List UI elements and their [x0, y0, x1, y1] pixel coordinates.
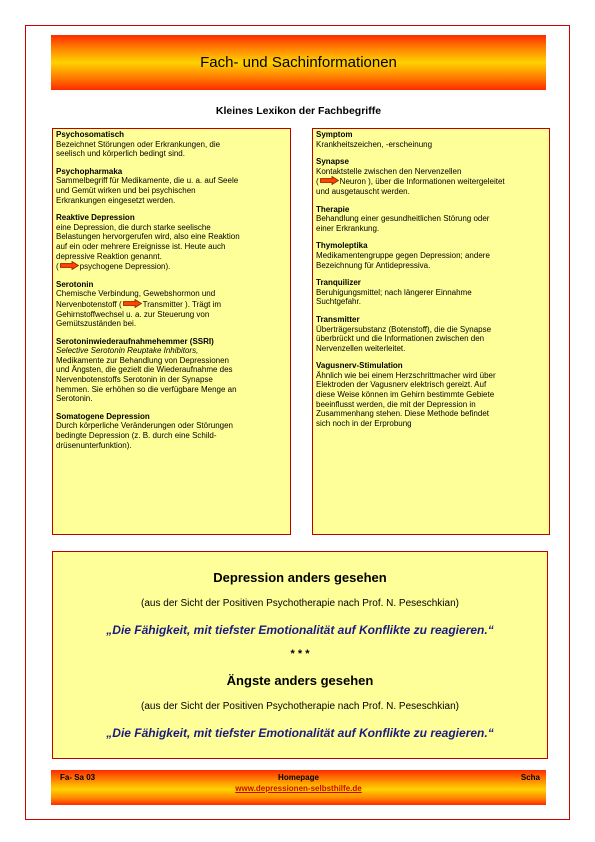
definition-line: und ausgetauscht werden. [316, 186, 410, 196]
lexicon-entry [316, 130, 546, 149]
lexicon-definition [316, 167, 546, 197]
lexicon-entry [56, 213, 287, 272]
definition-line: Belastungen hervorgerufen wird, also eine Reaktion [56, 232, 240, 242]
definition-line: Sammelbegriff für Medikamente, die u. a. auf Seele [56, 176, 239, 186]
arrow-right-icon [60, 261, 79, 270]
page-title: Fach- und Sachinformationen [200, 54, 397, 71]
lexicon-entry [316, 241, 546, 270]
quote-source-depression: (aus der Sicht der Positiven Psychotherapie nach Prof. N. Peseschkian) [141, 598, 459, 609]
lexicon-definition [316, 288, 546, 307]
definition-line: Bezeichnung für Antidepressiva. [316, 260, 431, 270]
lexicon-term: Psychopharmaka [56, 166, 123, 176]
lexicon-definition [56, 421, 287, 450]
quote-box [52, 551, 548, 759]
lexicon-entry [316, 157, 546, 196]
lexicon-right-column [312, 128, 550, 535]
definition-line: Kontaktstelle zwischen den Nervenzellen [316, 166, 462, 176]
definition-line: drüsenunterfunktion). [56, 440, 132, 450]
footer-bar [51, 770, 546, 805]
definition-line: Serotonin. [56, 394, 93, 404]
definition-line: Nervenbotenstoffs Serotonin in der Synapse [56, 375, 213, 385]
definition-text: Nervenbotenstoff ( [56, 299, 122, 309]
definition-line: seelisch und körperlich bedingt sind. [56, 149, 185, 159]
lexicon-term: Somatogene Depression [56, 411, 150, 421]
header-bar [51, 35, 546, 90]
lexicon-definition [56, 223, 287, 272]
definition-line: Selective Serotonin Reuptake Inhibitors, [56, 346, 199, 356]
lexicon-definition [316, 214, 546, 233]
definition-reference [56, 261, 287, 272]
lexicon-entry [56, 167, 287, 205]
footer-code: Fa- Sa 03 [60, 773, 96, 782]
definition-line: Gemütszuständen bei. [56, 319, 137, 329]
quote-separator: * * * [290, 648, 310, 660]
definition-text: Neuron ), über die Informationen weitergeleitet [339, 177, 505, 187]
lexicon-term: Serotonin [56, 279, 94, 289]
definition-line: eine Depression, die durch starke seelische [56, 222, 211, 232]
lexicon-definition [316, 371, 546, 429]
definition-line: Zusammenhang stehen. Diese Methode befindet [316, 409, 489, 419]
definition-text: psychogene Depression). [79, 262, 171, 272]
footer-homepage-label: Homepage [278, 773, 319, 782]
definition-line: überbrückt und die Informationen zwischen den [316, 334, 485, 344]
lexicon-definition [316, 251, 546, 270]
lexicon-term: Serotoninwiederaufnahmehemmer (SSRI) [56, 336, 214, 346]
definition-line: Gehirnstoffwechsel u. a. zur Steuerung von [56, 309, 210, 319]
footer-website-link[interactable]: www.depressionen-selbsthilfe.de [235, 784, 362, 793]
footer-author: Scha [520, 773, 540, 782]
lexicon-title: Kleines Lexikon der Fachbegriffe [215, 105, 382, 117]
quote-text-angst: „Die Fähigkeit, mit tiefster Emotionalität auf Konflikte zu reagieren.“ [106, 726, 494, 740]
definition-line: Ähnlich wie bei einem Herzschrittmacher wird über [316, 370, 496, 380]
lexicon-entry [56, 337, 287, 404]
definition-line [316, 176, 546, 187]
definition-line: Chemische Verbindung, Gewebshormon und [56, 289, 216, 299]
definition-line: beeinflusst werden, die mit der Depression in [316, 399, 476, 409]
definition-line: Medikamente zur Behandlung von Depressionen [56, 355, 229, 365]
lexicon-entry [316, 315, 546, 353]
lexicon-entry [56, 280, 287, 329]
definition-line: und Gemüt wirken und bei psychischen [56, 185, 196, 195]
definition-line: Beruhigungsmittel; nach längerer Einnahme [316, 287, 472, 297]
quote-source-angst: (aus der Sicht der Positiven Psychotherapie nach Prof. N. Peseschkian) [141, 701, 459, 712]
lexicon-term: Psychosomatisch [56, 130, 125, 139]
definition-line: Erkrankungen eingesetzt werden. [56, 195, 176, 205]
lexicon-left-column [52, 128, 291, 535]
definition-line: Bezeichnet Störungen oder Erkrankungen, die [56, 139, 221, 149]
lexicon-term: Thymoleptika [316, 241, 368, 251]
definition-line: sich noch in der Erprobung [316, 418, 412, 428]
definition-line: Behandlung einer gesundheitlichen Störung oder [316, 214, 490, 224]
definition-line: hemmen. Sie erhöhen so die verfügbare Menge an [56, 384, 237, 394]
arrow-right-icon [320, 176, 339, 185]
lexicon-term: Transmitter [316, 314, 360, 324]
definition-line: diese Weise können im Gehirn bestimmte Gebiete [316, 390, 495, 400]
definition-line: einer Erkrankung. [316, 223, 380, 233]
lexicon-term: Vagusnerv-Stimulation [316, 361, 403, 371]
definition-line: Medikamentengruppe gegen Depression; andere [316, 250, 490, 260]
definition-text: ( [316, 177, 319, 187]
definition-text: Transmitter ). Trägt im [142, 299, 222, 309]
lexicon-definition [56, 289, 287, 328]
definition-line: Krankheitszeichen, -erscheinung [316, 139, 433, 149]
lexicon-definition [316, 140, 546, 150]
definition-line: Suchtgefahr. [316, 297, 361, 307]
lexicon-entry [316, 361, 546, 428]
lexicon-definition [316, 325, 546, 354]
definition-line: Durch körperliche Veränderungen oder Störungen [56, 421, 234, 431]
lexicon-term: Reaktive Depression [56, 213, 135, 223]
definition-line: bedingte Depression (z. B. durch eine Schild- [56, 431, 217, 441]
lexicon-definition [56, 140, 287, 159]
quote-text-depression: „Die Fähigkeit, mit tiefster Emotionalität auf Konflikte zu reagieren.“ [106, 623, 494, 637]
lexicon-term: Synapse [316, 157, 349, 167]
definition-line [56, 299, 287, 310]
lexicon-term: Therapie [316, 204, 350, 214]
lexicon-entry [56, 130, 287, 159]
lexicon-entry [56, 412, 287, 450]
lexicon-entry [316, 278, 546, 307]
lexicon-term: Tranquilizer [316, 278, 361, 288]
quote-heading-depression: Depression anders gesehen [213, 570, 387, 585]
definition-line: und Ängsten, die gezielt die Wiederaufnahme des [56, 365, 233, 375]
definition-text: ( [56, 262, 59, 272]
lexicon-entry [316, 205, 546, 234]
arrow-right-icon [123, 299, 142, 308]
definition-line: Überträgersubstanz (Botenstoff), die die Synapse [316, 324, 492, 334]
lexicon-definition [56, 176, 287, 205]
definition-line: Elektroden der Vagusnerv elektrisch gereizt. Auf [316, 380, 487, 390]
quote-heading-angst: Ängste anders gesehen [226, 673, 374, 688]
lexicon-term: Symptom [316, 130, 353, 139]
lexicon-definition [56, 346, 287, 404]
definition-line: Nervenzellen weiterleitet. [316, 343, 406, 353]
definition-line: auf ein oder mehrere Ereignisse ist. Heute auch [56, 241, 226, 251]
definition-line: depressive Reaktion genannt. [56, 251, 162, 261]
